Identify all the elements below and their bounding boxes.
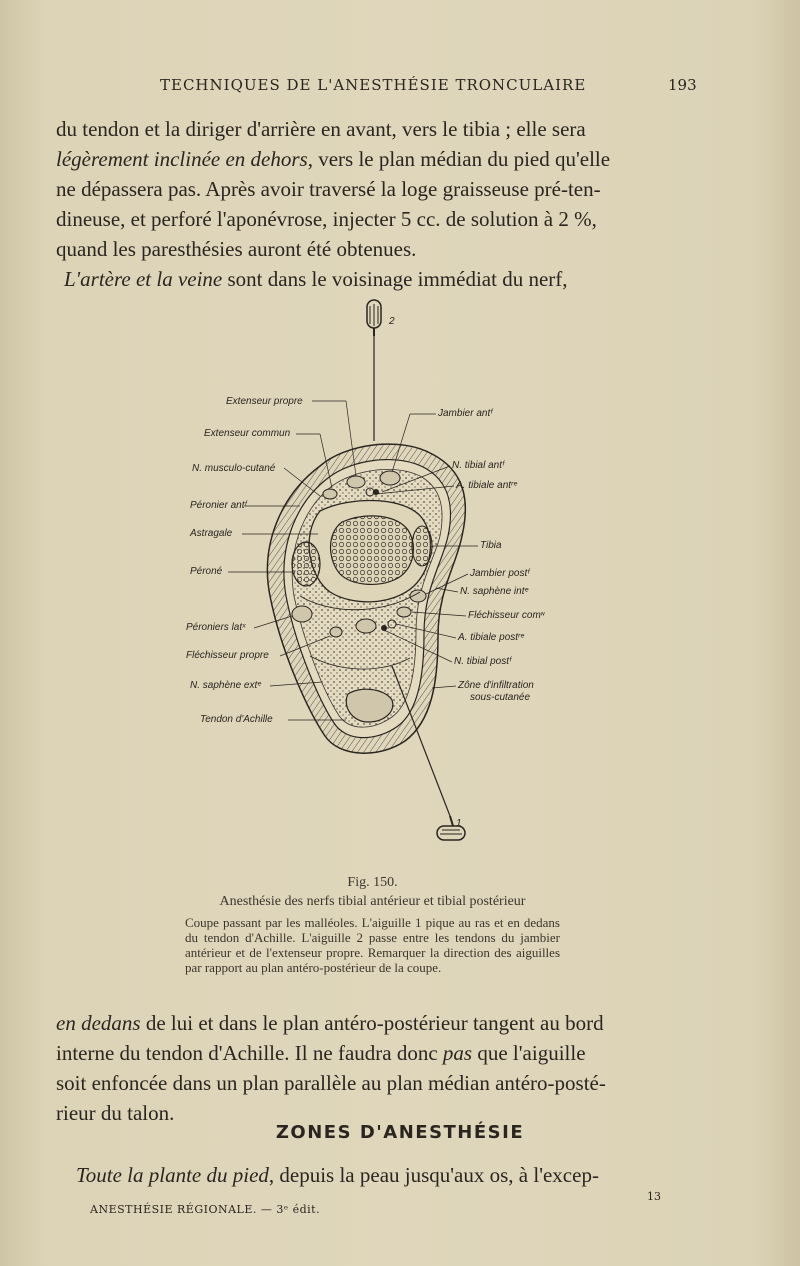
label-astragale: Astragale [190, 528, 233, 539]
needle-2 [367, 300, 381, 441]
anatomy-figure [170, 296, 590, 866]
label-sous-cutanee: sous-cutanée [470, 692, 531, 703]
footer-signature-number: 13 [647, 1190, 661, 1203]
label-peroniers-lat: Péroniers latˣ [186, 622, 246, 633]
emphasis: L'artère et la veine [64, 267, 223, 291]
figure-caption [185, 875, 560, 975]
footer-signature: ANESTHÉSIE RÉGIONALE. — 3ᵉ édit. [90, 1203, 321, 1216]
emphasis: légèrement inclinée en dehors [56, 147, 308, 171]
label-n-saphene-int: N. saphène intᵉ [460, 586, 529, 597]
line: interne du tendon d'Achille. Il ne faudra donc [56, 1041, 443, 1065]
line: du tendon et la diriger d'arrière en avant, vers le tibia ; elle sera [56, 117, 586, 141]
figure-title: Anesthésie des nerfs tibial antérieur et tibial postérieur [219, 894, 526, 909]
label-jambier-ant: Jambier antᶠ [438, 408, 493, 419]
figure-caption-body: Coupe passant par les malléoles. L'aiguille 1 pique au ras et en dedans du tendon d'Achille. L'aiguille 2 passe entre les tendons du jambier antérieur et de l'extenseur propre. Remarquer la direction des aiguilles par rapport au plan antéro-postérieur de la coupe. [185, 915, 560, 975]
label-tibia: Tibia [480, 540, 502, 551]
label-a-tibiale-ant: A. tibiale antʳᵉ [456, 480, 518, 491]
label-extenseur-commun: Extenseur commun [204, 428, 291, 439]
line: , depuis la peau jusqu'aux os, à l'excep- [268, 1163, 599, 1187]
bottom-paragraph [56, 1008, 696, 1128]
needle-2-label: 2 [389, 316, 395, 327]
label-n-tibial-post: N. tibial postᶠ [454, 656, 512, 667]
section-heading: ZONES D'ANESTHÉSIE [275, 1122, 525, 1143]
label-tendon-achille: Tendon d'Achille [200, 714, 273, 725]
line: sont dans le voisinage immédiat du nerf, [222, 267, 568, 291]
cross-section [267, 444, 465, 753]
label-a-tibiale-post: A. tibiale postʳᵉ [458, 632, 525, 643]
top-paragraph [56, 114, 696, 294]
needle-1-label: 1 [456, 818, 462, 829]
line: ne dépassera pas. Après avoir traversé la loge graisseuse pré-ten- [56, 177, 601, 201]
figure-number: Fig. 150. [347, 875, 398, 890]
line: dineuse, et perforé l'aponévrose, injecter 5 cc. de solution à 2 %, [56, 207, 597, 231]
emphasis: Toute la plante du pied [76, 1163, 269, 1187]
label-extenseur-propre: Extenseur propre [226, 396, 303, 407]
label-jambier-post: Jambier postᶠ [470, 568, 530, 579]
line: soit enfoncée dans un plan parallèle au plan médian antéro-posté- [56, 1071, 606, 1095]
label-peronier-ant: Péronier antᶠ [190, 500, 247, 511]
last-line [76, 1160, 696, 1190]
emphasis: pas [442, 1041, 473, 1065]
line: , vers le plan médian du pied qu'elle [307, 147, 611, 171]
line: que l'aiguille [472, 1041, 586, 1065]
running-title: TECHNIQUES DE L'ANESTHÉSIE TRONCULAIRE [160, 76, 587, 94]
label-flechisseur-com: Fléchisseur comᶰ [468, 610, 545, 621]
label-perone: Péroné [190, 566, 223, 577]
page-number: 193 [668, 76, 697, 94]
line: de lui et dans le plan antéro-postérieur tangent au bord [140, 1011, 604, 1035]
emphasis: en dedans [56, 1011, 141, 1035]
label-zone-infiltration: Zône d'infiltration [458, 680, 534, 691]
label-flechisseur-propre: Fléchisseur propre [186, 650, 269, 661]
label-n-tibial-ant: N. tibial antᶠ [452, 460, 505, 471]
label-n-saphene-ext: N. saphène extᵉ [190, 680, 262, 691]
line: rieur du talon. [56, 1101, 175, 1125]
label-n-musculo-cutane: N. musculo-cutané [192, 463, 276, 474]
line: quand les paresthésies auront été obtenues. [56, 237, 417, 261]
